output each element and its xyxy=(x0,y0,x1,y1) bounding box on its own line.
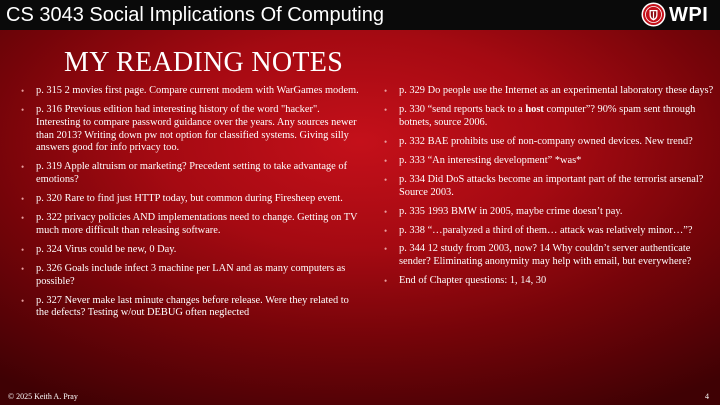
bullet-icon: • xyxy=(21,104,25,115)
note-text: p. 319 Apple altruism or marketing? Precedent setting to take advantage of emotions? xyxy=(36,161,348,186)
note-text: p. 324 Virus could be new, 0 Day. xyxy=(36,243,177,255)
bullet-icon: • xyxy=(21,86,25,96)
note-text: p. 315 2 movies first page. Compare current modem with WarGames modem. xyxy=(36,85,359,96)
bullet-icon: • xyxy=(21,213,25,224)
notes-right-list xyxy=(384,85,714,294)
page-number: 4 xyxy=(705,392,709,401)
note-text-before: p. 330 “send reports back to a xyxy=(399,103,526,115)
list-item xyxy=(21,295,359,321)
list-item xyxy=(21,212,359,238)
bullet-icon: • xyxy=(21,162,25,173)
list-item xyxy=(384,206,714,219)
bullet-icon: • xyxy=(21,295,25,306)
bullet-icon: • xyxy=(384,155,388,166)
list-item xyxy=(384,85,714,98)
wpi-logo-text: WPI xyxy=(669,4,709,26)
list-item xyxy=(384,275,714,288)
note-text: p. 326 Goals include infect 3 machine per LAN and as many computers as possible? xyxy=(36,262,346,287)
note-text: p. 327 Never make last minute changes before release. Were they related to the defects? Testing w/out DEBUG often neglected xyxy=(36,294,349,319)
wpi-seal-icon xyxy=(641,2,666,27)
copyright-footer: © 2025 Keith A. Pray xyxy=(8,392,78,401)
list-item xyxy=(384,136,714,149)
bullet-icon: • xyxy=(384,136,388,147)
bullet-icon: • xyxy=(384,225,388,236)
note-text: p. 316 Previous edition had interesting history of the word "hacker". Interesting to compare password guidance over the years. Any sources newer than 2013? Writing down pw not option for classified systems. Giving silly answers good for info privacy too. xyxy=(36,103,357,154)
list-item xyxy=(384,174,714,200)
notes-left-list xyxy=(21,85,359,326)
header-bar xyxy=(0,0,720,30)
bullet-icon: • xyxy=(384,206,388,217)
list-item xyxy=(21,161,359,187)
list-item xyxy=(21,193,359,206)
note-text: p. 335 1993 BMW in 2005, maybe crime doesn’t pay. xyxy=(399,205,623,217)
list-item xyxy=(384,225,714,238)
note-text: p. 334 Did DoS attacks become an important part of the terrorist arsenal? Source 2003. xyxy=(399,173,704,198)
list-item xyxy=(384,243,714,269)
note-text-bold: host xyxy=(525,103,544,115)
bullet-icon: • xyxy=(21,194,25,205)
list-item xyxy=(21,263,359,289)
bullet-icon: • xyxy=(384,86,388,96)
bullet-icon: • xyxy=(384,104,388,115)
bullet-icon: • xyxy=(384,276,388,287)
list-item xyxy=(21,85,359,98)
bullet-icon: • xyxy=(21,244,25,255)
note-text: p. 320 Rare to find just HTTP today, but common during Firesheep event. xyxy=(36,193,343,205)
note-text: p. 338 “…paralyzed a third of them… attack was relatively minor…”? xyxy=(399,224,693,236)
note-text: p. 322 privacy policies AND implementations need to change. Getting on TV much more difficult than releasing software. xyxy=(36,212,358,236)
list-item xyxy=(21,104,359,155)
list-item xyxy=(384,104,714,130)
note-text: p. 329 Do people use the Internet as an experimental laboratory these days? xyxy=(399,85,714,96)
note-text-after: computer”? 90% spam sent through botnets, source 2006. xyxy=(399,103,696,128)
bullet-icon: • xyxy=(384,174,388,185)
course-title: CS 3043 Social Implications Of Computing xyxy=(6,4,384,26)
list-item xyxy=(21,244,359,257)
bullet-icon: • xyxy=(21,263,25,274)
slide-title: MY READING NOTES xyxy=(64,47,344,78)
list-item xyxy=(384,155,714,168)
note-text: p. 332 BAE prohibits use of non-company owned devices. New trend? xyxy=(399,135,693,147)
note-text: p. 333 “An interesting development” *was* xyxy=(399,154,582,166)
bullet-icon: • xyxy=(384,244,388,255)
note-text: p. 344 12 study from 2003, now? 14 Why couldn’t server authenticate sender? Eliminating anonymity may help with email, but everywhere? xyxy=(399,243,692,268)
note-text: End of Chapter questions: 1, 14, 30 xyxy=(399,275,547,287)
